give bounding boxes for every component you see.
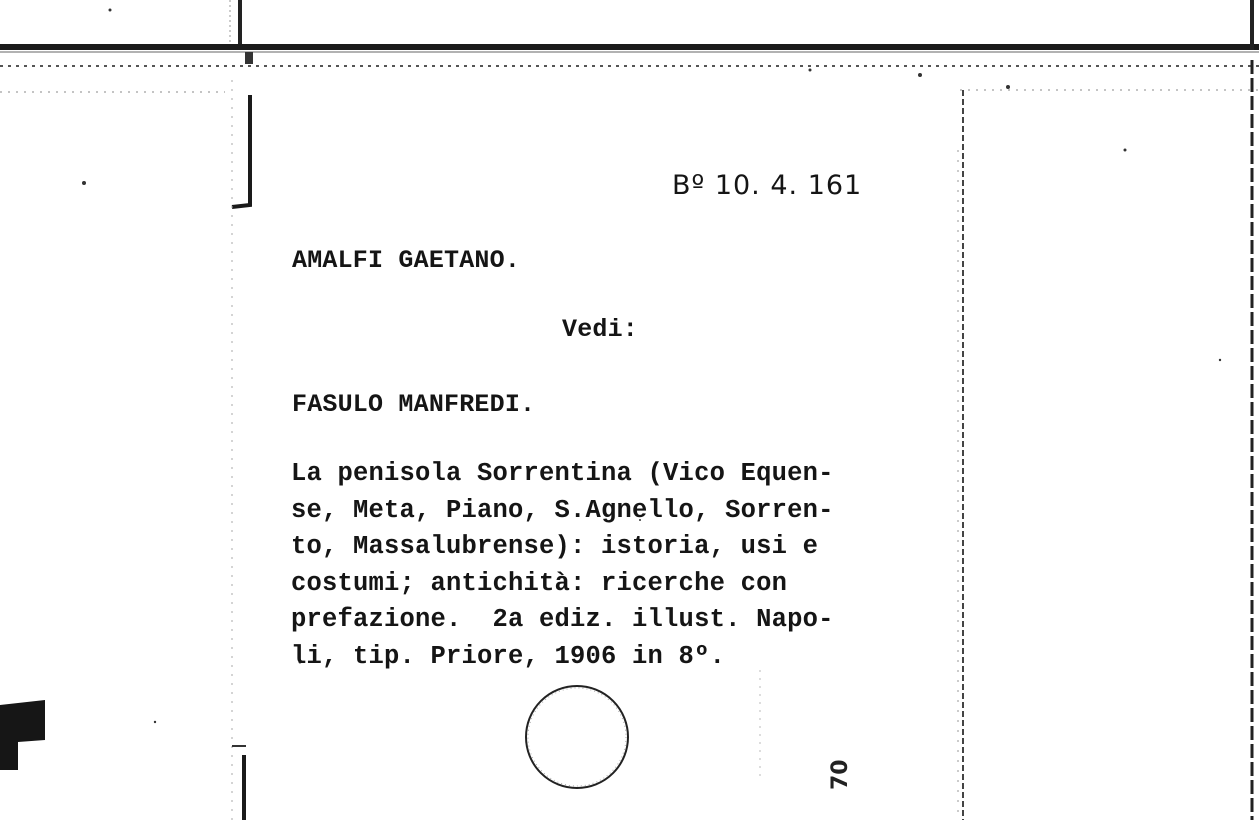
shelfmark: Bº 10. 4. 161 xyxy=(672,170,863,201)
description-line: prefazione. 2a ediz. illust. Napo- xyxy=(291,605,834,634)
description-line: se, Meta, Piano, S.Agnello, Sorren- xyxy=(291,495,834,525)
card-left-bracket xyxy=(232,95,250,207)
top-border-line xyxy=(0,44,1259,50)
left-edge-fragment xyxy=(0,700,45,770)
punch-hole xyxy=(526,686,628,788)
card-heading: AMALFI GAETANO. xyxy=(292,246,521,275)
description-line: li, tip. Priore, 1906 in 8º. xyxy=(291,641,726,671)
author-name: FASULO MANFREDI. xyxy=(292,390,536,419)
description-line: costumi; antichità: ricerche con xyxy=(291,568,788,598)
side-number: 70 xyxy=(828,759,853,790)
bibliographic-description xyxy=(291,456,931,675)
description-line: La penisola Sorrentina (Vico Equen- xyxy=(291,459,834,488)
see-reference-label: Vedi: xyxy=(562,315,639,344)
description-line: to, Massalubrense): istoria, usi e xyxy=(291,532,819,561)
